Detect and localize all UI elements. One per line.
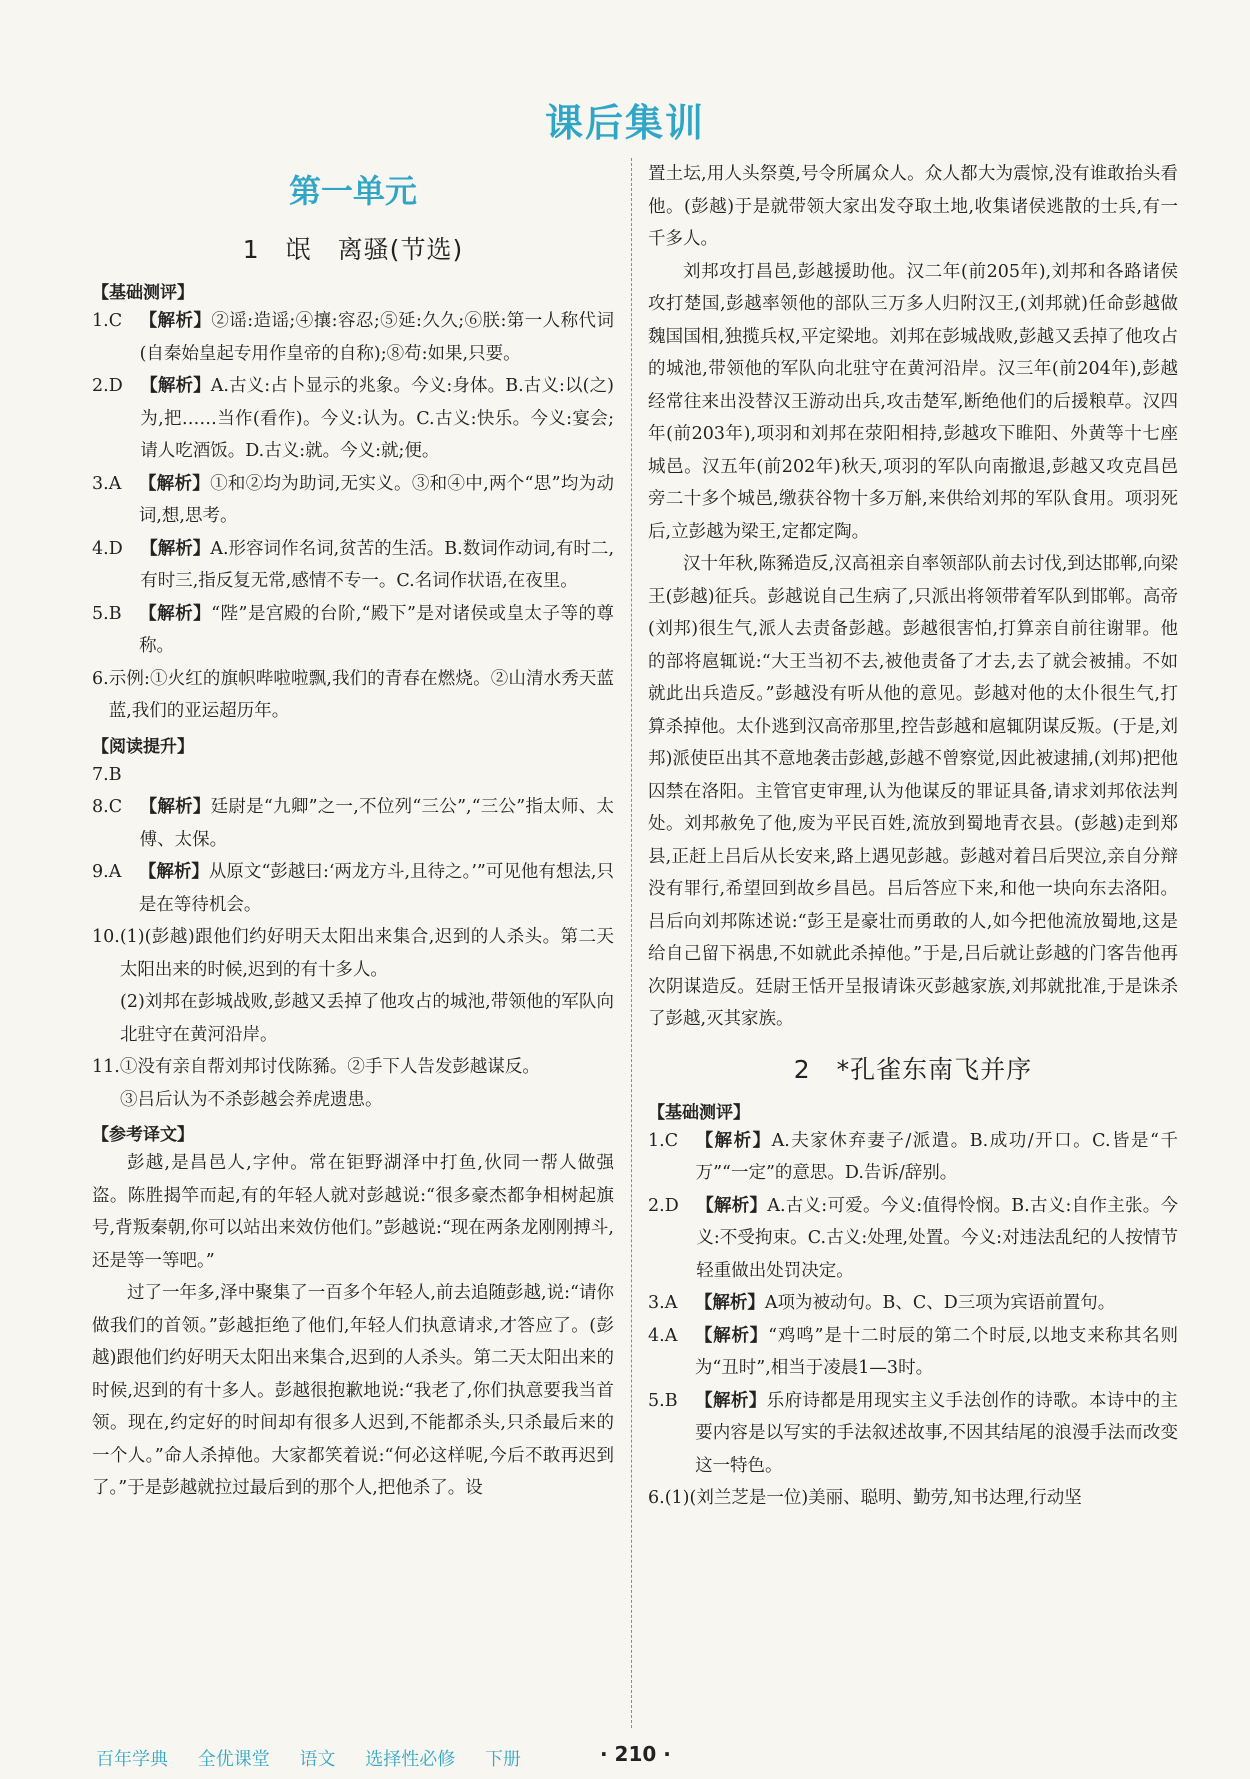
right-column bbox=[648, 158, 1178, 1515]
column-divider bbox=[631, 158, 632, 1728]
answer-body bbox=[695, 1385, 1178, 1483]
answer-number: 8.C bbox=[92, 797, 140, 817]
analysis-tag: 【解析】 bbox=[694, 1293, 765, 1313]
answer-text: (1)(刘兰芝是一位)美丽、聪明、勤劳,知书达理,行动坚 bbox=[664, 1488, 1082, 1508]
answer-number: 4.A bbox=[648, 1325, 695, 1346]
page-number: · 210 · bbox=[600, 1742, 671, 1766]
answer-text: 廷尉是“九卿”之一,不位列“三公”,“三公”指太师、太傅、太保。 bbox=[139, 797, 614, 850]
answer-text: A.古义:可爱。今义:值得怜悯。B.古义:自作主张。今义:不受拘束。C.古义:处理,处置。今义:对违法乱纪的人按情节轻重做出处罚决定。 bbox=[696, 1195, 1179, 1281]
answer-text: (1)(彭越)跟他们约好明天太阳出来集合,迟到的人杀头。第二天太阳出来的时候,迟到的有十多人。 bbox=[119, 927, 614, 980]
page-title: 课后集训 bbox=[544, 101, 705, 145]
answer-body bbox=[139, 856, 614, 921]
reading-answer-list bbox=[92, 759, 614, 922]
answer-body bbox=[695, 1320, 1178, 1385]
lesson-2-title: 2 *孔雀东南飞并序 bbox=[793, 1054, 1033, 1084]
answer-body bbox=[665, 1482, 1178, 1515]
answer-body bbox=[696, 1125, 1178, 1190]
analysis-tag: 【解析】 bbox=[694, 1325, 769, 1346]
answer-body bbox=[140, 533, 614, 598]
answer-item bbox=[92, 305, 614, 370]
analysis-tag: 【解析】 bbox=[695, 1390, 767, 1411]
answer-text: 从原文“彭越曰:‘两龙方斗,且待之。’”可见他有想法,只是在等待机会。 bbox=[138, 862, 615, 915]
answer-body bbox=[695, 1287, 1178, 1320]
answer-text: ①没有亲自帮刘邦讨伐陈豨。②手下人告发彭越谋反。 bbox=[119, 1057, 540, 1077]
answer-text: A.形容词作名词,贫苦的生活。B.数词作动词,有时二,有时三,指反复无常,感情不专一。C.名词作状语,在夜里。 bbox=[140, 538, 615, 591]
footer-label: 下册 bbox=[484, 1749, 521, 1770]
answer-number: 7.B bbox=[92, 764, 122, 785]
answer-number: 11. bbox=[92, 1057, 120, 1077]
translation-paragraph: 彭越,是昌邑人,字仲。常在钜野湖泽中打鱼,伙同一帮人做强盗。陈胜揭竿而起,有的年轻人就对彭越说:“很多豪杰都争相树起旗号,背叛秦朝,你可以站出来效仿他们。”彭越说:“现在两条龙刚刚搏斗,还是等一等吧。” bbox=[92, 1153, 614, 1271]
answer-number: 6. bbox=[648, 1488, 665, 1508]
analysis-tag: 【解析】 bbox=[140, 376, 211, 396]
answer-number: 5.B bbox=[648, 1390, 696, 1411]
answer-number: 1.C bbox=[648, 1130, 696, 1151]
answer-item-10-part-2: (2)刘邦在彭城战败,彭越又丢掉了他攻占的城池,带领他的军队向北驻守在黄河沿岸。 bbox=[120, 992, 614, 1045]
answer-body bbox=[140, 305, 614, 370]
answer-body bbox=[696, 1190, 1178, 1288]
basic-answer-list bbox=[648, 1125, 1178, 1515]
section-reference-translation: 【参考译文】 bbox=[92, 1125, 194, 1145]
answer-item bbox=[648, 1320, 1178, 1385]
answer-text: ②谣:造谣;④攘:容忍;⑤延:久久;⑥朕:第一人称代词(自秦始皇起专用作皇帝的自称);⑧苟:如果,只要。 bbox=[139, 311, 614, 364]
analysis-tag: 【解析】 bbox=[139, 797, 211, 817]
answer-number: 3.A bbox=[648, 1293, 695, 1313]
answer-number: 2.D bbox=[648, 1195, 697, 1216]
section-basic-assessment: 【基础测评】 bbox=[92, 283, 194, 303]
unit-title: 第一单元 bbox=[288, 172, 417, 210]
translation-paragraph: 汉十年秋,陈豨造反,汉高祖亲自率领部队前去讨伐,到达邯郸,向梁王(彭越)征兵。彭越说自己生病了,只派出将领带着军队到邯郸。高帝(刘邦)很生气,派人去责备彭越。彭越很害怕,打算亲自前往谢罪。他的部将扈辄说:“大王当初不去,被他责备了才去,去了就会被捕。不如就此出兵造反。”彭越没有听从他的意见。彭越对他的太仆很生气,打算杀掉他。太仆逃到汉高帝那里,控告彭越和扈辄阴谋反叛。(于是,刘邦)派使臣出其不意地袭击彭越,彭越不曾察觉,因此被逮捕,(刘邦)把他囚禁在洛阳。主管官吏审理,认为他谋反的罪证具备,请求刘邦依法判处。刘邦赦免了他,废为平民百姓,流放到蜀地青衣县。(彭越)走到郑县,正赶上吕后从长安来,路上遇见彭越。彭越对着吕后哭泣,亲自分辩没有罪行,希望回到故乡昌邑。吕后答应下来,和他一块向东去洛阳。吕后向刘邦陈述说:“彭王是豪壮而勇敢的人,如今把他流放蜀地,这是给自己留下祸患,不如就此杀掉他。”于是,吕后就让彭越的门客告他再次阴谋造反。廷尉王恬开呈报请诛灭彭越家族,刘邦就批准,于是诛杀了彭越,灭其家族。 bbox=[648, 554, 1178, 1029]
answer-item-11 bbox=[92, 1051, 614, 1084]
analysis-tag: 【解析】 bbox=[695, 1130, 772, 1151]
analysis-tag: 【解析】 bbox=[138, 862, 209, 882]
answer-text: A项为被动句。B、C、D三项为宾语前置句。 bbox=[764, 1293, 1116, 1313]
answer-body bbox=[140, 791, 614, 856]
answer-item bbox=[92, 598, 614, 663]
footer-label: 百年学典 bbox=[96, 1749, 168, 1770]
analysis-tag: 【解析】 bbox=[140, 538, 211, 559]
answer-text: “陛”是宫殿的台阶,“殿下”是对诸侯或皇太子等的尊称。 bbox=[139, 603, 614, 656]
lesson-1-title: 1 氓 离骚(节选) bbox=[242, 235, 464, 264]
answer-number: 2.D bbox=[92, 376, 141, 396]
answer-item bbox=[648, 1125, 1178, 1190]
translation-paragraph: 刘邦攻打昌邑,彭越援助他。汉二年(前205年),刘邦和各路诸侯攻打楚国,彭越率领他的部队三万多人归附汉王,(刘邦就)任命彭越做魏国国相,独揽兵权,平定梁地。刘邦在彭城战败,彭越又丢掉了他攻占的城池,带领他的军队向北驻守在黄河沿岸。汉三年(前204年),彭越经常往来出没替汉王游动出兵,攻击楚军,断绝他们的后援粮草。汉四年(前203年),项羽和刘邦在荥阳相持,彭越攻下睢阳、外黄等十七座城邑。汉五年(前202年)秋天,项羽的军队向南撤退,彭越又攻克昌邑旁二十多个城邑,缴获谷物十多万斛,来供给刘邦的军队食用。项羽死后,立彭越为梁王,定都定陶。 bbox=[648, 261, 1178, 542]
answer-number: 4.D bbox=[92, 538, 141, 559]
answer-item bbox=[648, 1287, 1178, 1320]
left-column bbox=[92, 160, 614, 1505]
translation-paragraph: 过了一年多,泽中聚集了一百多个年轻人,前去追随彭越,说:“请你做我们的首领。”彭越拒绝了他们,年轻人们执意请求,才答应了。(彭越)跟他们约好明天太阳出来集合,迟到的人杀头。第二天太阳出来的时候,迟到的有十多人。彭越很抱歉地说:“我老了,你们执意要我当首领。现在,约定好的时间却有很多人迟到,不能都杀头,只杀最后来的一个人。”命人杀掉他。大家都笑着说:“何必这样呢,今后不敢再迟到了。”于是彭越就拉过最后到的那个人,把他杀了。设 bbox=[92, 1283, 614, 1498]
footer-label: 全优课堂 bbox=[197, 1749, 270, 1770]
answer-number: 5.B bbox=[92, 603, 140, 624]
analysis-tag: 【解析】 bbox=[138, 473, 211, 494]
answer-item bbox=[92, 759, 614, 792]
answer-body bbox=[139, 468, 614, 533]
answer-body bbox=[109, 663, 614, 728]
answer-item bbox=[92, 856, 614, 921]
footer-label: 选择性必修 bbox=[365, 1749, 456, 1770]
answer-body bbox=[122, 759, 614, 792]
answer-text: “鸡鸣”是十二时辰的第二个时辰,以地支来称其名则为“丑时”,相当于凌晨1—3时。 bbox=[694, 1325, 1178, 1378]
answer-text: A.夫家休弃妻子/派遣。B.成功/开口。C.皆是“千万”“一定”的意思。D.告诉/辞别。 bbox=[695, 1130, 1178, 1183]
answer-number: 10. bbox=[92, 927, 120, 947]
analysis-tag: 【解析】 bbox=[696, 1195, 768, 1216]
answer-number: 3.A bbox=[92, 473, 139, 494]
answer-text: A.古义:占卜显示的兆象。今义:身体。B.古义:以(之)为,把……当作(看作)。今义:认为。C.古义:快乐。今义:宴会;请人吃酒饭。D.古义:就。今义:就;便。 bbox=[140, 376, 615, 461]
answer-body bbox=[139, 598, 614, 663]
answer-item bbox=[92, 791, 614, 856]
analysis-tag: 【解析】 bbox=[139, 603, 212, 624]
answer-body bbox=[140, 370, 614, 468]
answer-item bbox=[92, 468, 614, 533]
answer-item bbox=[92, 663, 614, 728]
answer-item bbox=[648, 1482, 1178, 1515]
answer-item bbox=[648, 1385, 1178, 1483]
analysis-tag: 【解析】 bbox=[139, 311, 212, 331]
section-reading-improvement: 【阅读提升】 bbox=[92, 736, 194, 757]
translation-paragraph-continued: 置土坛,用人头祭奠,号令所属众人。众人都大为震惊,没有谁敢抬头看他。(彭越)于是就带领大家出发夺取土地,收集诸侯逃散的士兵,有一千多人。 bbox=[648, 164, 1178, 249]
answer-text: 示例:①火红的旗帜哔啦啦飘,我们的青春在燃烧。②山清水秀天蓝蓝,我们的亚运超历年。 bbox=[108, 668, 614, 721]
answer-item bbox=[92, 370, 614, 468]
footer-label: 语文 bbox=[299, 1749, 336, 1770]
answer-number: 1.C bbox=[92, 311, 140, 331]
section-basic-assessment: 【基础测评】 bbox=[648, 1102, 750, 1123]
answer-item bbox=[92, 533, 614, 598]
answer-text: 乐府诗都是用现实主义手法创作的诗歌。本诗中的主要内容是以写实的手法叙述故事,不因其结尾的浪漫手法而改变这一特色。 bbox=[695, 1390, 1179, 1476]
basic-answer-list bbox=[92, 305, 614, 728]
answer-text: ①和②均为助词,无实义。③和④中,两个“思”均为动词,想,思考。 bbox=[138, 473, 614, 526]
answer-number: 6. bbox=[92, 668, 109, 689]
answer-item bbox=[648, 1190, 1178, 1288]
answer-item-10 bbox=[92, 921, 614, 986]
answer-item-11-part-2: ③吕后认为不杀彭越会养虎遗患。 bbox=[120, 1089, 383, 1110]
answer-number: 9.A bbox=[92, 862, 139, 882]
